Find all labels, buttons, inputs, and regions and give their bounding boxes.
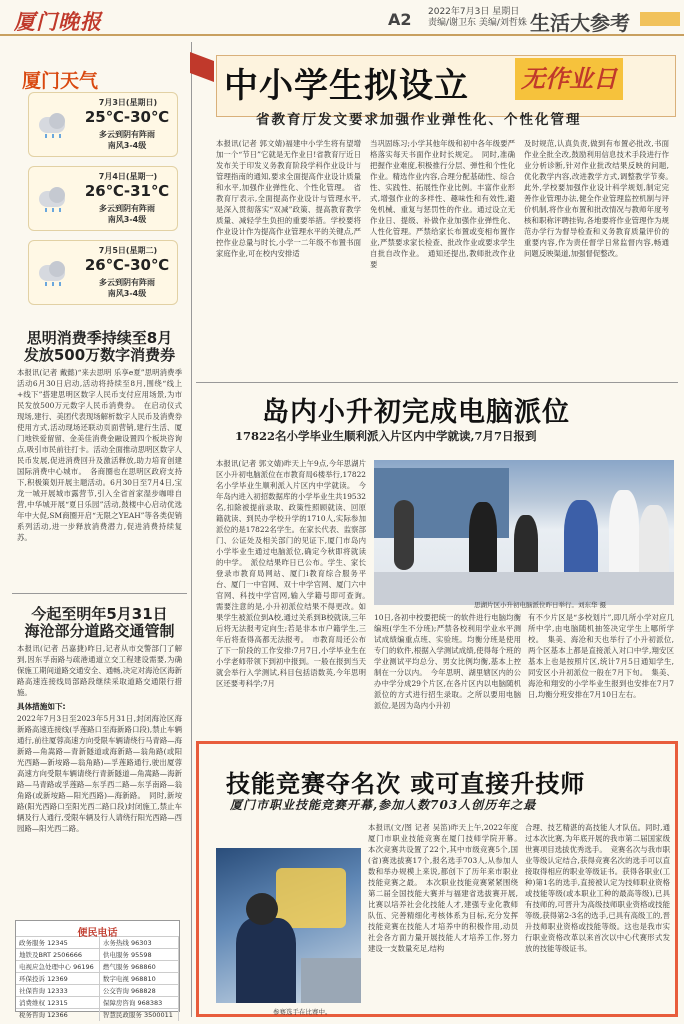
story2-col1: 本报讯(记者 郭文婧)昨天上午9点,今年思湖片区小升初电脑派位在市教育局6楼举行,17822名小学毕业生顺利派入片区内中学就读。 今年岛内进入初招数据库的小学毕业生共19532名,扣除被提前录取、政策性照顾就读、回原籍就读、到民办学校升学的1710人,实际参加派位的是17822名学生。在家长代表、监察部门、公证处及相关部门的见证下,厦门市岛内小学毕业生通过电脑派位,确定今秋即将就读的中学。 派位结果昨日已公布。学生、家长登录市教育局网站、厦门i教育综合服务平台、厦门一中官网、双十中学官网、厦门六中官网、科技中学官网,输入学籍号即可查询。 需要注意的是,小升初派位结果不得更改。如果学生被派位到A校,通过关系到B校就读,三年后将无法报考定向生;若是非本市户籍学生,三年后将查得高都无法报考。 市教育局还公布了下一阶段的工作安排:7月7日,小学毕业生在小学老师带领下到初中报到。一般在报到当天就会举行入学测试,科目包括语数英,今年思明区还要考科学;7月 <box>216 459 374 688</box>
editors: 责编/谢卫东 美编/刘哲姝 <box>428 18 527 28</box>
story1-headline: 中小学生拟设立 <box>224 66 469 106</box>
story3-col1: 本报讯(文/图 记者 吴笛)昨天上午,2022年度厦门市职业技能竞赛在厦门技师学院开幕。 本次竞赛共设置了22个,其中市级竞赛5个,国(省)赛选拔赛17个,报名选手703人,从参加人数和举办规模上来说,都创下了历年来市职业技能竞赛之最。 本次职业技能竞赛紧紧围绕第二届全国技能大赛并与福建省选拔赛开展,比赛以培养社会化技能人才,建强专业化教师队伍、完善精细化考核体系为目标,充分发挥技能竞赛在技能人才培养中的积极作用,动员社会各方面力量开展技能人才培养工作,努力建设一支数量充足,结构 <box>368 823 526 953</box>
section-title: 生活大参考 <box>530 11 630 35</box>
story1-tag: 无作业日 <box>515 58 623 100</box>
divider <box>12 593 187 594</box>
rain-cloud-icon <box>35 187 71 211</box>
weather-temp: 26℃-30℃ <box>84 256 170 274</box>
header-accent-bar <box>640 12 680 26</box>
weather-date: 7月4日(星期一) <box>98 172 158 181</box>
story2-headline: 岛内小升初完成电脑派位 <box>262 397 570 428</box>
column-divider <box>191 42 192 1017</box>
divider <box>196 382 678 383</box>
story1-col2: 当巩固练习;小学其他年级和初中各年级要严格落实每天书面作业时长规定。 同时,准确把握作业难度,积极推行分层、弹性和个性化作业。精选作业内容,合理分配基础性、综合性、实践性、拓展性作业比例。丰富作业形式,增强作业的多样性、趣味性和有效性,避免机械、重复与惩罚性的作业。通过设立无作业日、提级、补做作业加强作业弹性化、人性化管理。严禁给家长布置或变相布置作业,严禁要求家长检查、批改作业或要求学生自批自改作业。 通知还提出,教师批改作业要 <box>370 139 515 269</box>
issue-date: 2022年7月3日 星期日 <box>428 7 520 17</box>
consume-headline: 思明消费季持续至8月 发放500万数字消费券 <box>23 329 176 364</box>
story2-caption: 思湖片区小升初电脑派位昨日举行。刘东华 摄 <box>474 601 607 609</box>
traffic-headline: 今起至明年5月31日 海沧部分道路交通管制 <box>24 605 175 640</box>
traffic-body: 本报讯(记者 吕嘉捷)昨日,记者从市交警部门了解到,因东孚南路与疏港通道立交工程建设需要,为确保施工期间道路交通安全、通畅,决定对海沧区海新路高速连接线局部路段继续采取道路交通限行措施。 <box>17 644 182 697</box>
story3-headline: 技能竞赛夺名次 或可直接升技师 <box>226 770 586 798</box>
weather-desc: 多云到阴有阵雨 南风3-4级 <box>99 130 155 150</box>
story3-caption: 参赛选手在比赛中。 <box>273 1008 332 1016</box>
story2-col2: 10日,各初中校要把统一的软件进行电脑均衡编班(学生不分班);严禁各校利用学业水平测试成绩编重点班、实验班。均衡分班是使用专门的软件,根据入学测试成绩,使得每个班的学业测试平均总分、男女比例均衡,基本上控制在一分以内。 今年思明、湖里辖区内的公办中学分成29个片区,在各片区内以电脑随机派位的方式进行招生录取。之所以要用电脑派位,是因为岛内小升初 <box>374 613 521 710</box>
weather-temp: 26℃-31℃ <box>84 182 170 200</box>
story1-col1: 本报讯(记者 郭文婧)福建中小学生将有望增加一个“节日”它就是无作业日!省教育厅近日发布关于印发义务教育阶段学科作业设计与管理指南的通知,要求全面提高作业设计质量和水平,加强作业弹性化、个性化管理。 省教育厅表示,全面提高作业设计与管理水平,是深入贯彻落实“双减”政策、提高教育教学质量、减轻学生负担的重要举措。学校要将作业设计作为提高作业管理水平的关键点,严控作业总量与时长,小学一二年级不布置书面家庭作业,可在校内安排适 <box>216 139 361 258</box>
newspaper-logo: 厦门晚报 <box>14 9 102 34</box>
story2-photo <box>374 460 674 605</box>
story2-subtitle: 17822名小学毕业生顺利派入片区内中学就读,7月7日报到 <box>235 429 537 443</box>
story3-photo <box>216 848 361 1003</box>
story2-col3: 有不少片区是“多校划片”,即几所小学对应几所中学,由电脑随机抽签决定学生上哪所学校。 集美、海沧和天也举行了小升初派位,两个区基本上都是直接派入对口中学,翔安区基本上也是按照片区,统计7月5日通知学生,同安区小升初派位一般在7月下旬。 集美、海沧和翔安的小学毕业生报到也安排在7月7日,均衡分班安排在7月10日左右。 <box>528 613 674 699</box>
weather-date: 7月5日(星期二) <box>98 246 158 255</box>
page-header <box>0 0 684 36</box>
traffic-body-2: 2022年7月3日至2023年5月31日,封闭海沧区海新路高速连接线(孚莲路口至海新路口段),禁止车辆通行,前往厦蓉高速方向受限车辆请绕行马青路—海新路—角嵩路—青新隧道或海新路—翁角路(或阳光西路—新垵路—翁角路)—孚莲路通行,驶出厦蓉高速方向受限车辆请绕行青新隧道—角嵩路—海新路—马青路或孚莲路—东孚西二路—东孚南路—翁角路(或新垵路—阳光西路)—海新路。 同时,新垵路(阳光西路口至阳光西二路口段)封闭施工,禁止车辆及行人通行,受限车辆及行人请绕行阳光西路—西园路—阳光西二路。 <box>17 714 182 833</box>
banner-accent <box>190 52 214 82</box>
story1-subtitle: 省教育厅发文要求加强作业弹性化、个性化管理 <box>256 112 582 128</box>
page-date <box>428 7 527 29</box>
story3-subtitle: 厦门市职业技能竞赛开幕,参加人数703人创历年之最 <box>230 798 537 812</box>
weather-date: 7月3日(星期日) <box>98 98 158 107</box>
rain-cloud-icon <box>35 113 71 137</box>
story3-col2: 合理、技艺精湛的高技能人才队伍。同时,通过本次比赛,为年底开展的我市第二届国家级世赛项目选拔优秀选手。 竞赛名次与我市职业等级认定结合,获得竞赛名次的选手可以直接取得相应的职业等级证书。获得各职业(工种)第1名的选手,直接被认定为技师职业资格或技能等级(或本职业工种的最高等级),已具有技师的,可晋升为高级技师职业资格或技能等级,获得第2-3名的选手,已具有高级工的,晋升技师职业资格或技能等级。这也是我市实行职业资格改革以来首次以中心代赛形式发放的技能等级证书。 <box>525 823 670 953</box>
weather-day-3 <box>28 240 178 305</box>
contact-title: 便民电话 <box>77 928 118 939</box>
story1-col3: 及时规范,认真负责,做到有布置必批改,书面作业全批全改,鼓励利用信息技术手段进行作业分析诊断,针对作业批改结果反映的问题,优化教学内容,改进教学方式,调整教学节奏。 此外,学校要加强作业设计科学规划,制定完善作业管理办法,健全作业管理监控机制与评价机制,将作业布置和批改情况与教师年度考核和职称评聘挂钩,各地要将作业管理作为规范办学行为督导检查和义务教育质量评价的重要内容,作为责任督学日常监督内容,畅通问题反映渠道,加强督促整改。 <box>524 139 677 258</box>
traffic-subhead: 具体措施如下: <box>17 702 66 711</box>
weather-title: 厦门天气 <box>22 70 99 92</box>
weather-temp: 25℃-30℃ <box>84 108 170 126</box>
weather-day-1 <box>28 92 178 157</box>
consume-body: 本报讯(记者 戴懿)“来去思明 乐享e夏”思明消费季活动6月30日启动,活动将持续至8月,围绕“线上+线下”搭建思明区数字人民币支付应用场景,为市民发放500万元数字人民币消费券。 在启动仪式现场,建行、美团代表现场解析数字人民币及消费券使用方式,活动现场还联动页面营销,建行生活、厦门地铁爱留留、金美佳消费金融设置四个板块咨询点,吸引市民前往打卡。活动全面推动思明区数字人民币发展,促进消费回升及激活释放,助力培育创建国际消费中心城市。 各商圈也在思明区政府支持下,积极策划开展主题活动。6月30日至7月4日,宝龙一城开展城市露营节,引入全省首家湿步咖啡自营,中华城开展“夏日乐园”活动,鼓楼中心启动优选年中大促,SM商圈开启“无限之YEAH”等各类促销系列活动,进一步释放消费潜力,促进消费持续复苏。 <box>17 368 182 542</box>
weather-day-2 <box>28 166 178 231</box>
contact-table: 便民电话 政务服务 12345 水务热线 96303 地铁及BRT 2506666 供电服务 95598 电视应急处理中心 96196 燃气服务 968860 环保投诉 12369 数字电视 968810 社保咨询 12333 公交咨询 968828 消费维权 12315 保障房咨询 968383 税务咨询 12366 智慧民政服务 3500011 <box>15 920 180 1012</box>
weather-desc: 多云到阴有阵雨 南风3-4级 <box>99 204 155 224</box>
page-number: A2 <box>388 10 412 29</box>
rain-cloud-icon <box>35 261 71 285</box>
weather-desc: 多云到阴有阵雨 南风3-4级 <box>99 278 155 298</box>
